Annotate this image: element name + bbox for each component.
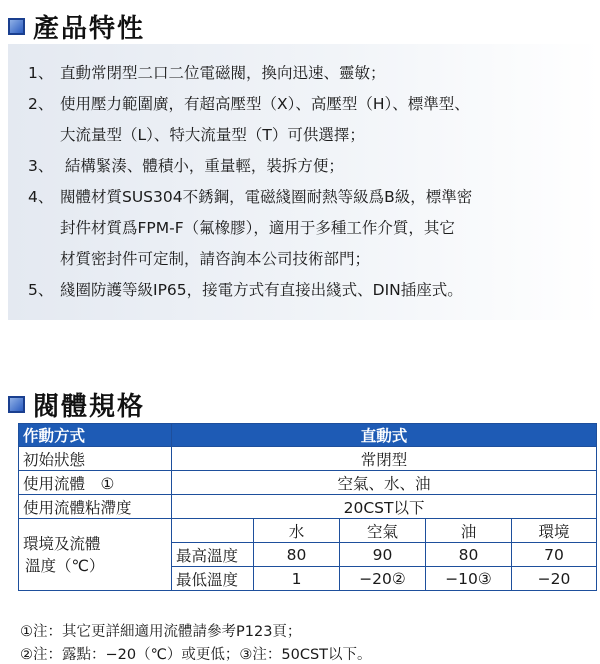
table-header-row (19, 424, 597, 447)
table-row (19, 447, 597, 471)
temp-col-water: 水 (254, 519, 340, 543)
max-temp-env: 70 (512, 543, 597, 567)
max-temp-label: 最高溫度 (172, 543, 254, 567)
table-row (19, 495, 597, 519)
header-label: 作動方式 (19, 424, 172, 447)
feature-item-4-cont-1: 封件材質爲FPM-F（氟橡膠），適用于多種工作介質，其它 (60, 219, 455, 237)
row-label: 使用流體粘滯度 (19, 495, 172, 519)
temp-col-env: 環境 (512, 519, 597, 543)
feature-item-1: 1、 直動常閉型二口二位電磁閥，換向迅速、靈敏； (28, 64, 386, 82)
temp-col-air: 空氣 (340, 519, 426, 543)
row-label: 使用流體 ① (19, 471, 172, 495)
footnote-2: ②注：露點：−20（℃）或更低；③注：50CST以下。 (20, 647, 372, 663)
section-heading-features (8, 8, 145, 45)
max-temp-oil: 80 (426, 543, 512, 567)
feature-item-2: 2、 使用壓力範圍廣，有超高壓型（X）、高壓型（H）、標準型、 (28, 95, 470, 113)
feature-item-3: 3、 結構緊湊、體積小，重量輕，裝拆方便； (28, 157, 344, 175)
min-temp-label: 最低溫度 (172, 567, 254, 591)
row-value: 常閉型 (172, 447, 597, 471)
row-value: 空氣、水、油 (172, 471, 597, 495)
temp-group-label: 環境及流體 溫度（℃） (19, 519, 172, 591)
feature-item-4-cont-2: 材質密封件可定制，請咨詢本公司技術部門； (60, 250, 371, 268)
header-value: 直動式 (172, 424, 597, 447)
temp-col-oil: 油 (426, 519, 512, 543)
feature-item-5: 5、 綫圈防護等級IP65，接電方式有直接出綫式、DIN插座式。 (28, 281, 463, 299)
min-temp-oil: −10③ (426, 567, 512, 591)
square-bullet-icon (8, 396, 25, 413)
temp-columns-row (19, 519, 597, 543)
feature-item-4: 4、 閥體材質SUS304不銹鋼，電磁綫圈耐熱等級爲B級，標準密 (28, 188, 473, 206)
spec-table (18, 423, 597, 591)
min-temp-water: 1 (254, 567, 340, 591)
row-value: 20CST以下 (172, 495, 597, 519)
max-temp-air: 90 (340, 543, 426, 567)
square-bullet-icon (8, 18, 25, 35)
row-label: 初始狀態 (19, 447, 172, 471)
section-title: 閥體規格 (33, 392, 146, 422)
table-row (19, 471, 597, 495)
section-heading-specs (8, 386, 145, 423)
min-temp-env: −20 (512, 567, 597, 591)
section-title: 產品特性 (33, 14, 146, 44)
max-temp-water: 80 (254, 543, 340, 567)
features-box (8, 44, 600, 320)
min-temp-air: −20② (340, 567, 426, 591)
footnote-1: ①注：其它更詳細適用流體請參考P123頁； (20, 624, 302, 640)
feature-item-2-cont: 大流量型（L）、特大流量型（T）可供選擇； (60, 126, 365, 144)
